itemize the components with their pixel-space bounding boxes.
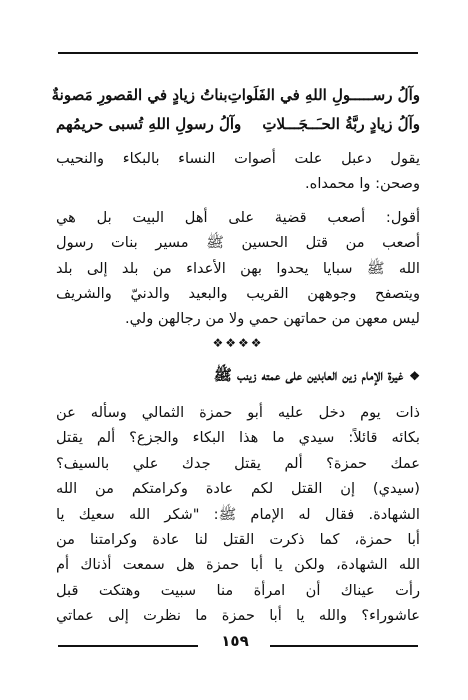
text-line: عمك حمزة؟ ألم يقتل جدك علي بالسيف؟ (56, 454, 420, 472)
heading-bullet-icon: ❖ (409, 369, 420, 383)
text-line: (سيدي) إن القتل لكم عادة وكرامتكم من الله (56, 480, 420, 498)
verse-second-hemistich: بناتُ زيادٍ في القصورِ مَصونةٌ (51, 86, 228, 104)
text-line: ليس معهن من حماتهن حمي ولا من رجالهن ولي. (124, 310, 420, 328)
heading-text: غيرة الإمام زين العابدين على عمته زينب ﷺ (213, 366, 404, 384)
text-line: أبا حمزة، كما ذكرت القتل لنا عادة وكرامتنا من (56, 530, 420, 548)
section-separator: ❖❖❖❖ (212, 336, 264, 350)
verse-first-hemistich: وآلُ رســـــولِ اللهِ في الفَلَواتِ (227, 86, 420, 104)
paragraph-lament (56, 146, 420, 332)
text-line: عاشوراء؟ والله يا أبا حمزة ما نظرت إلى عماتي (56, 607, 420, 625)
text-line: الله الشهادة، ولكن يا أبا حمزة هل سمعت أذناك أم (56, 556, 420, 574)
text-line: أقول: أصعب قضية على أهل البيت بل هي (56, 208, 420, 226)
section-heading (56, 366, 420, 388)
text-line: الشهادة. فقال له الإمام ﷺ: "شكر الله سعيك يا (56, 505, 420, 523)
poem-verse (56, 115, 420, 144)
text-line: ذات يوم دخل عليه أبو حمزة الثمالي وسأله عن (56, 404, 420, 421)
text-line: يقول دعبل علت أصوات النساء بالبكاء والنحيب (56, 150, 420, 167)
text-line: أصعب من قتل الحسين ﷺ مسير بنات رسول (56, 234, 420, 252)
footer-rule (270, 645, 418, 647)
verse-second-hemistich: وآلُ رسولِ اللهِ تُسبى حريمُهم (56, 115, 242, 133)
page-number: ١٥٩ (221, 632, 249, 650)
top-rule (58, 52, 418, 54)
text-line: الله ﷺ سبايا يحدوا بهن الأعداء من بلد إلى بلد (56, 259, 420, 277)
poem-verse (51, 86, 420, 115)
verse-first-hemistich: وآلُ زيادٍ ربَّةُ الحـَــجَـــلاتِ (262, 115, 420, 133)
text-line: بكائه قائلاً: سيدي ما هذا البكاء والجزع؟ ألم يقتل (56, 429, 420, 447)
paragraph-dialogue (56, 400, 420, 629)
poem (51, 86, 420, 144)
footer-rule (58, 645, 198, 647)
text-line: رأت عيناك أن امرأة منا سبيت وهتكت قبل (56, 581, 420, 599)
text-line: وصحن: وا محمداه. (305, 175, 420, 193)
text-line: ويتصفح وجوههن القريب والبعيد والدنيّ والشريف (56, 284, 420, 302)
